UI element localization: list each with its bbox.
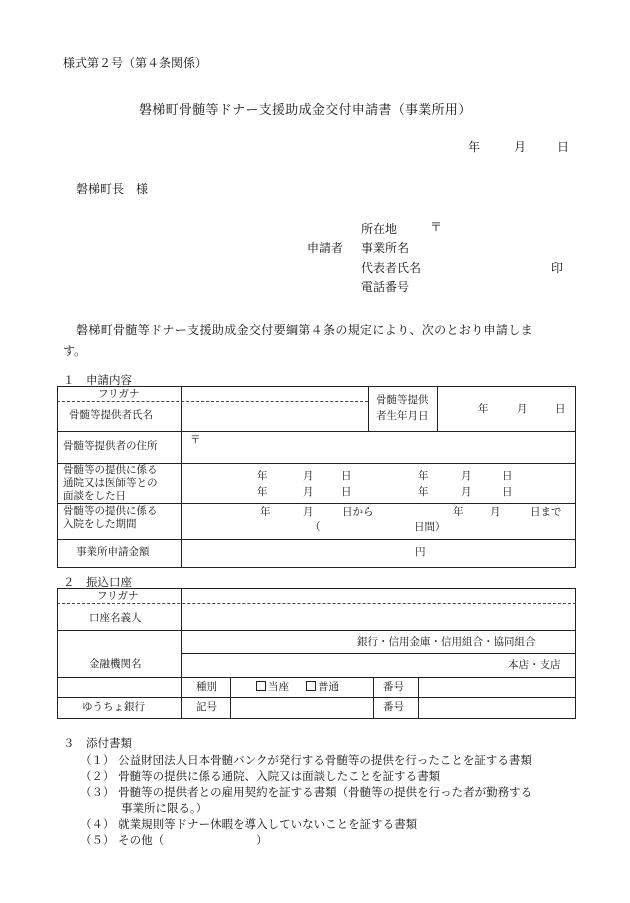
date-year[interactable]: 年 <box>468 140 481 154</box>
representative-label: 代表者氏名 <box>361 261 422 275</box>
page-title: 磐梯町骨髄等ドナー支援助成金交付申請書（事業所用） <box>139 103 472 118</box>
attachment-item-continued: 事業所に限る。） <box>121 801 208 815</box>
account-number-label: 番号 <box>383 681 404 693</box>
stay-label-1: 骨髄等の提供に係る <box>63 505 158 517</box>
attachment-item: （３） 骨髄等の提供者との雇用契約を証する書類（骨髄等の提供を行った者が勤務する <box>80 785 533 799</box>
applicant-label: 申請者 <box>307 241 344 255</box>
branch-types: 本店・支店 <box>508 659 561 671</box>
date-month[interactable]: 月 <box>514 140 527 154</box>
phone-label: 電話番号 <box>361 280 410 294</box>
amount-unit: 円 <box>415 546 426 558</box>
account-furigana-label: フリガナ <box>97 590 139 602</box>
donor-address-field[interactable] <box>200 433 574 461</box>
yucho-symbol-field[interactable] <box>232 699 372 718</box>
donor-name-field[interactable] <box>183 402 367 430</box>
amount-field[interactable] <box>183 541 408 566</box>
section1-heading: １ 申請内容 <box>63 373 132 387</box>
attachment-item: （２） 骨髄等の提供に係る通院、入院又は面談したことを証する書類 <box>80 769 441 783</box>
postal-mark: 〒 <box>430 220 443 234</box>
section2-heading: ２ 振込口座 <box>63 575 132 589</box>
birth-label-2: 者生年月日 <box>376 410 429 422</box>
visit-label-2: 通院又は医師等との <box>63 477 158 489</box>
account-holder-field[interactable] <box>183 605 575 629</box>
birth-month[interactable]: 月 <box>517 403 528 415</box>
account-number-field[interactable] <box>420 679 574 696</box>
stay-label-2: 入院をした期間 <box>63 518 137 530</box>
intro-line-2: す。 <box>63 344 87 358</box>
birth-year[interactable]: 年 <box>478 403 489 415</box>
yucho-label: ゆうちょ銀行 <box>82 701 145 713</box>
institution-label: 金融機関名 <box>89 658 142 670</box>
furigana-label: フリガナ <box>98 388 140 400</box>
address-postal-mark: 〒 <box>190 434 201 446</box>
seal-mark: 印 <box>551 261 564 275</box>
attachment-item: （４） 就業規則等ドナー休暇を導入していないことを証する書類 <box>80 817 418 831</box>
section3-heading: ３ 添付書類 <box>63 736 132 750</box>
birth-day[interactable]: 日 <box>555 403 566 415</box>
account-holder-label: 口座名義人 <box>89 612 142 624</box>
intro-line-1: 磐梯町骨髄等ドナー支援助成金交付要綱第４条の規定により、次のとおり申請しま <box>76 323 533 337</box>
checkbox-ordinary[interactable]: 普通 <box>306 681 339 694</box>
amount-label: 事業所申請金額 <box>76 546 150 558</box>
account-type-label: 種別 <box>196 681 217 693</box>
yucho-symbol-label: 記号 <box>196 701 217 713</box>
visit-label-1: 骨髄等の提供に係る <box>63 464 158 476</box>
donor-name-label: 骨髄等提供者氏名 <box>69 409 153 421</box>
checkbox-current[interactable]: 当座 <box>256 681 289 694</box>
birth-label-1: 骨髄等提供 <box>376 394 429 406</box>
attachment-item: （１） 公益財団法人日本骨髄バンクが発行する骨髄等の提供を行ったことを証する書類 <box>80 753 532 767</box>
yucho-number-field[interactable] <box>420 699 574 718</box>
yucho-number-label: 番号 <box>383 701 404 713</box>
visit-label-3: 面談をした日 <box>63 490 126 502</box>
date-day[interactable]: 日 <box>557 140 570 154</box>
form-number: 様式第２号（第４条関係） <box>63 56 208 70</box>
institution-types: 銀行・信用金庫・信用組合・協同組合 <box>357 636 536 648</box>
attachment-item-other[interactable]: （５） その他（ ） <box>80 833 268 847</box>
company-name-label: 事業所名 <box>361 241 410 255</box>
location-label: 所在地 <box>361 222 398 236</box>
addressee: 磐梯町長 様 <box>76 182 149 196</box>
address-label: 骨髄等提供者の住所 <box>63 440 158 452</box>
